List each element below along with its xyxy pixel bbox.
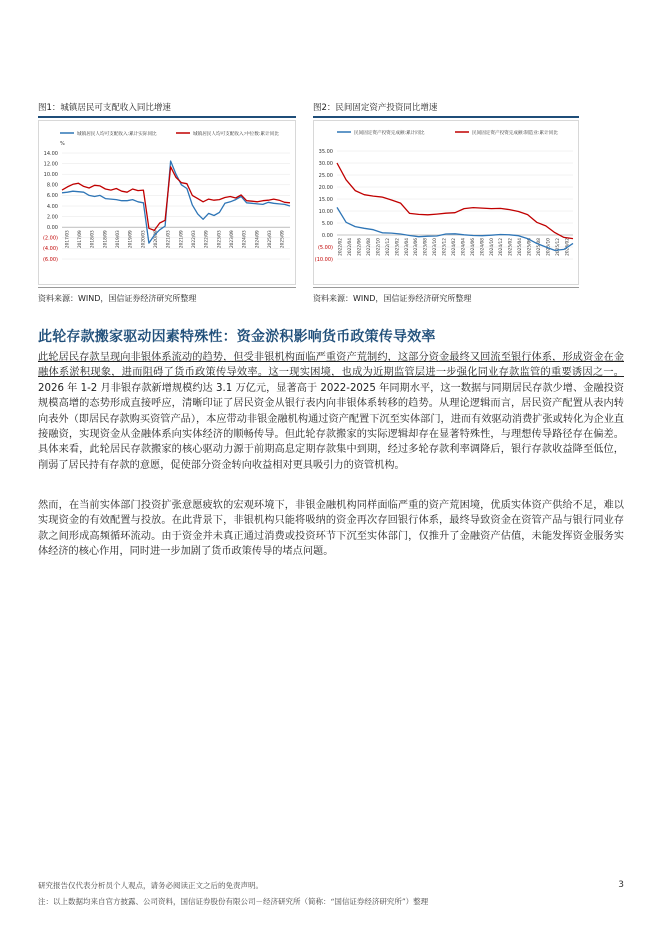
figure-1-bottom-rule — [38, 287, 296, 288]
fig2-xtick-label: 2023/10 — [433, 238, 439, 256]
fig2-xtick-label: 2025/06 — [527, 238, 533, 256]
paragraph-1 — [38, 350, 624, 473]
figure-1-chart — [38, 120, 296, 285]
fig1-xtick-label: 2023/03 — [217, 230, 223, 249]
fig2-xtick-label: 2024/06 — [470, 238, 476, 256]
fig1-series-line-2 — [62, 167, 290, 231]
fig2-xtick-label: 2023/04 — [404, 238, 410, 256]
fig2-ytick-label: 0.00 — [321, 232, 333, 239]
fig1-xtick-label: 2017/03 — [65, 230, 71, 249]
fig2-xtick-label: 2022/04 — [348, 238, 354, 256]
fig2-ytick-label: (5.00) — [317, 244, 333, 251]
footer-disclaimer: 研究报告仅代表分析员个人观点，请务必阅读正文之后的免责声明。 — [38, 881, 263, 890]
fig1-ytick-label: (6.00) — [42, 256, 58, 263]
fig2-xtick-label: 2022/08 — [367, 238, 373, 256]
fig1-ytick-label: (2.00) — [42, 235, 58, 242]
fig1-ytick-label: 6.00 — [46, 193, 58, 200]
fig2-xtick-label: 2024/04 — [461, 238, 467, 256]
fig2-xtick-label: 2024/12 — [499, 238, 505, 256]
fig2-frame — [314, 121, 579, 285]
fig1-xtick-label: 2021/09 — [179, 230, 185, 249]
fig2-xtick-label: 2024/08 — [480, 238, 486, 256]
fig2-xtick-label: 2022/02 — [338, 238, 344, 256]
fig1-xtick-label: 2018/09 — [103, 230, 109, 249]
fig1-ytick-label: 2.00 — [46, 214, 58, 221]
fig2-ytick-label: 5.00 — [321, 220, 333, 227]
figure-2-title: 图2：民间固定资产投资同比增速 — [313, 103, 438, 113]
paragraph-2: 然而，在当前实体部门投资扩张意愿疲软的宏观环境下，非银金融机构同样面临严重的资产荒困境，优质实体资产供给不足，难以实现资金的有效配置与投放。在此背景下，非银机构只能将吸纳的资金再次存回银行体系，最终导致资金在资管产品与银行同业存款之间形成高频循环流动。由于资金并未真正通过消费或投资环节下沉至实体部门，仅推升了金融资产估值，未能发挥资金服务实体经济的核心作用，同时进一步加剧了货币政策传导的堵点问题。 — [38, 500, 624, 558]
fig1-xtick-label: 2024/03 — [242, 230, 248, 249]
figure-2-bottom-rule — [313, 287, 579, 288]
figure-1-rule — [38, 116, 296, 118]
fig1-xtick-label: 2019/09 — [128, 230, 134, 249]
fig2-xtick-label: 2023/02 — [395, 238, 401, 256]
fig1-xtick-label: 2017/09 — [78, 230, 83, 249]
fig1-ytick-label: 12.00 — [43, 161, 58, 168]
fig1-xtick-label: 2020/03 — [141, 230, 147, 249]
figure-2-rule — [313, 116, 579, 118]
fig2-ytick-label: 25.00 — [318, 172, 333, 179]
fig2-xtick-label: 2022/12 — [385, 238, 391, 256]
fig2-xtick-label: 2025/04 — [518, 238, 524, 256]
fig2-xtick-label: 2022/06 — [357, 238, 363, 256]
fig2-xtick-label: 2022/10 — [376, 238, 382, 256]
fig2-xtick-label: 2025/12 — [555, 238, 561, 256]
fig2-ytick-label: 30.00 — [318, 160, 333, 167]
fig1-ytick-label: (4.00) — [42, 246, 58, 253]
fig2-xtick-label: 2023/08 — [423, 238, 429, 256]
fig2-legend-label: 民间固定资产投资完成额:累计同比 — [354, 131, 425, 136]
fig1-xtick-label: 2018/03 — [90, 230, 96, 249]
fig2-series-line-2 — [337, 163, 573, 239]
paragraph-1-rest: 2026 年 1-2 月非银存款新增规模约达 3.1 万亿元，显著高于 2022-2025 年同期水平，这一数据与同期居民存款少增、金融投资规模高增的态势形成直接呼应，清晰印证了居民资金从银行表内向非银体系转移的趋势。从理论逻辑而言，居民资产配置从表内转向表外（即居民存款购买资管产品），本应带动非银金融机构通过资产配置下沉至实体部门，进而有效驱动消费扩张或转化为企业直接融资，实现资金从金融体系向实体经济的顺畅传导。但此轮存款搬家的实际逻辑却存在显著特殊性，与理想传导路径存在偏差。具体来看，此轮居民存款搬家的核心驱动力源于前期高息定期存款集中到期，经过多轮存款利率调降后，银行存款收益降至低位，削弱了居民持有存款的意愿，促使部分资金转向收益相对更具吸引力的资管机构。 — [38, 382, 624, 471]
fig2-xtick-label: 2024/02 — [452, 238, 457, 256]
figure-1-source: 资料来源：WIND，国信证券经济研究所整理 — [38, 294, 197, 303]
fig1-xtick-label: 2024/09 — [255, 230, 261, 249]
fig2-ytick-label: 15.00 — [318, 196, 333, 203]
fig1-ytick-label: 0.00 — [46, 225, 58, 231]
fig2-xtick-label: 2025/08 — [536, 238, 542, 256]
fig1-xtick-label: 2025/09 — [280, 230, 286, 249]
fig2-xtick-label: 2024/10 — [489, 238, 495, 256]
fig1-legend-label: 城镇居民人均可支配收入:累计实际同比 — [77, 132, 157, 137]
fig2-xtick-label: 2023/12 — [442, 238, 448, 256]
fig1-ytick-label: 10.00 — [43, 172, 58, 178]
figure-2-source: 资料来源：WIND，国信证券经济研究所整理 — [313, 294, 472, 303]
section-title: 此轮存款搬家驱动因素特殊性：资金淤积影响货币政策传导效率 — [38, 329, 436, 345]
fig1-xtick-label: 2022/09 — [204, 230, 210, 249]
fig1-ytick-label: 4.00 — [46, 203, 58, 210]
fig2-legend-label: 民间固定资产投资完成额:制造业:累计同比 — [472, 131, 558, 136]
fig1-legend-label: 城镇居民人均可支配收入:中位数:累计同比 — [193, 132, 279, 137]
fig1-xtick-label: 2022/03 — [192, 230, 197, 249]
fig2-xtick-label: 2026/02 — [565, 238, 571, 256]
fig2-ytick-label: 35.00 — [318, 148, 333, 155]
fig2-ytick-label: 10.00 — [318, 208, 333, 215]
fig1-ytick-label: 8.00 — [46, 182, 58, 189]
fig1-unit: % — [60, 141, 65, 147]
fig2-ytick-label: (10.00) — [314, 256, 333, 263]
fig2-xtick-label: 2025/10 — [546, 238, 552, 256]
fig2-ytick-label: 20.00 — [318, 184, 333, 191]
figure-1-title: 图1：城镇居民可支配收入同比增速 — [38, 103, 171, 113]
footer-note: 注：以上数据均来自官方披露、公司资料，国信证券股份有限公司－经济研究所（简称：“国信证券经济研究所”）整理 — [38, 897, 429, 906]
fig1-xtick-label: 2020/09 — [154, 230, 159, 249]
fig1-xtick-label: 2021/03 — [166, 230, 172, 249]
fig1-xtick-label: 2023/09 — [230, 230, 235, 249]
fig1-xtick-label: 2019/03 — [116, 230, 121, 249]
fig2-xtick-label: 2025/02 — [508, 238, 514, 256]
fig1-ytick-label: 14.00 — [43, 150, 58, 157]
figure-2-chart — [313, 120, 579, 285]
page-number: 3 — [618, 880, 624, 890]
fig2-xtick-label: 2023/06 — [414, 238, 420, 256]
paragraph-1-underlined: 此轮居民存款呈现向非银体系流动的趋势，但受非银机构面临严重资产荒制约，这部分资金最终又回流至银行体系，形成资金在金融体系淤积现象，进而阻碍了货币政策传导效率。这一现实困境，也成为近期监管层进一步强化同业存款监管的重要诱因之一。 — [38, 352, 624, 379]
fig1-xtick-label: 2025/03 — [268, 230, 273, 249]
